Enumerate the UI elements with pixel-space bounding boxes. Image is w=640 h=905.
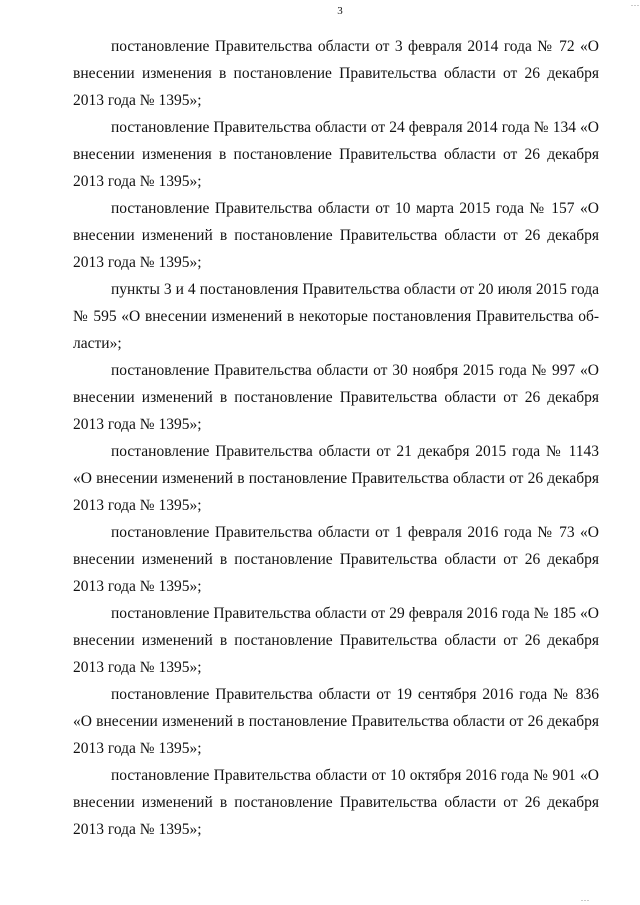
corner-mark-bottom: ... [581, 894, 590, 903]
paragraph-4: пункты 3 и 4 постановления Правительства области от 20 июля 2015 года № 595 «О внесении изменений в некоторые постановления Правительства области»; [73, 281, 599, 352]
paragraph-6: постановление Правительства области от 21 декабря 2015 года № 1143 «О внесении изменений в постановление Правительства области от 26 декабря 2013 года № 1395»; [73, 443, 599, 514]
paragraph-7: постановление Правительства области от 1 февраля 2016 года № 73 «О внесении изменений в постановление Правительства области от 26 декабря 2013 года № 1395»; [73, 524, 599, 595]
paragraph-2: постановление Правительства области от 24 февраля 2014 года № 134 «О внесении изменения в постановление Правительства области от 26 декабря 2013 года № 1395»; [73, 119, 599, 190]
paragraph-10: постановление Правительства области от 10 октября 2016 года № 901 «О внесении изменений в постановление Правительства области от 26 декабря 2013 года № 1395»; [73, 767, 599, 838]
corner-mark-top: ... [631, 0, 640, 8]
document-body [73, 33, 599, 843]
paragraph-1: постановление Правительства области от 3 февраля 2014 года № 72 «О внесении изменения в постановление Правительства области от 26 декабря 2013 года № 1395»; [73, 38, 599, 109]
paragraph-8: постановление Правительства области от 29 февраля 2016 года № 185 «О внесении изменений в постановление Правительства области от 26 декабря 2013 года № 1395»; [73, 605, 599, 676]
paragraph-9: постановление Правительства области от 19 сентября 2016 года № 836 «О внесении изменений в постановление Правительства области от 26 декабря 2013 года № 1395»; [73, 686, 599, 757]
paragraph-5: постановление Правительства области от 30 ноября 2015 года № 997 «О внесении изменений в постановление Правительства области от 26 декабря 2013 года № 1395»; [73, 362, 599, 433]
paragraph-3: постановление Правительства области от 10 марта 2015 года № 157 «О внесении изменений в постановление Правительства области от 26 декабря 2013 года № 1395»; [73, 200, 599, 271]
page-number: 3 [337, 5, 343, 17]
